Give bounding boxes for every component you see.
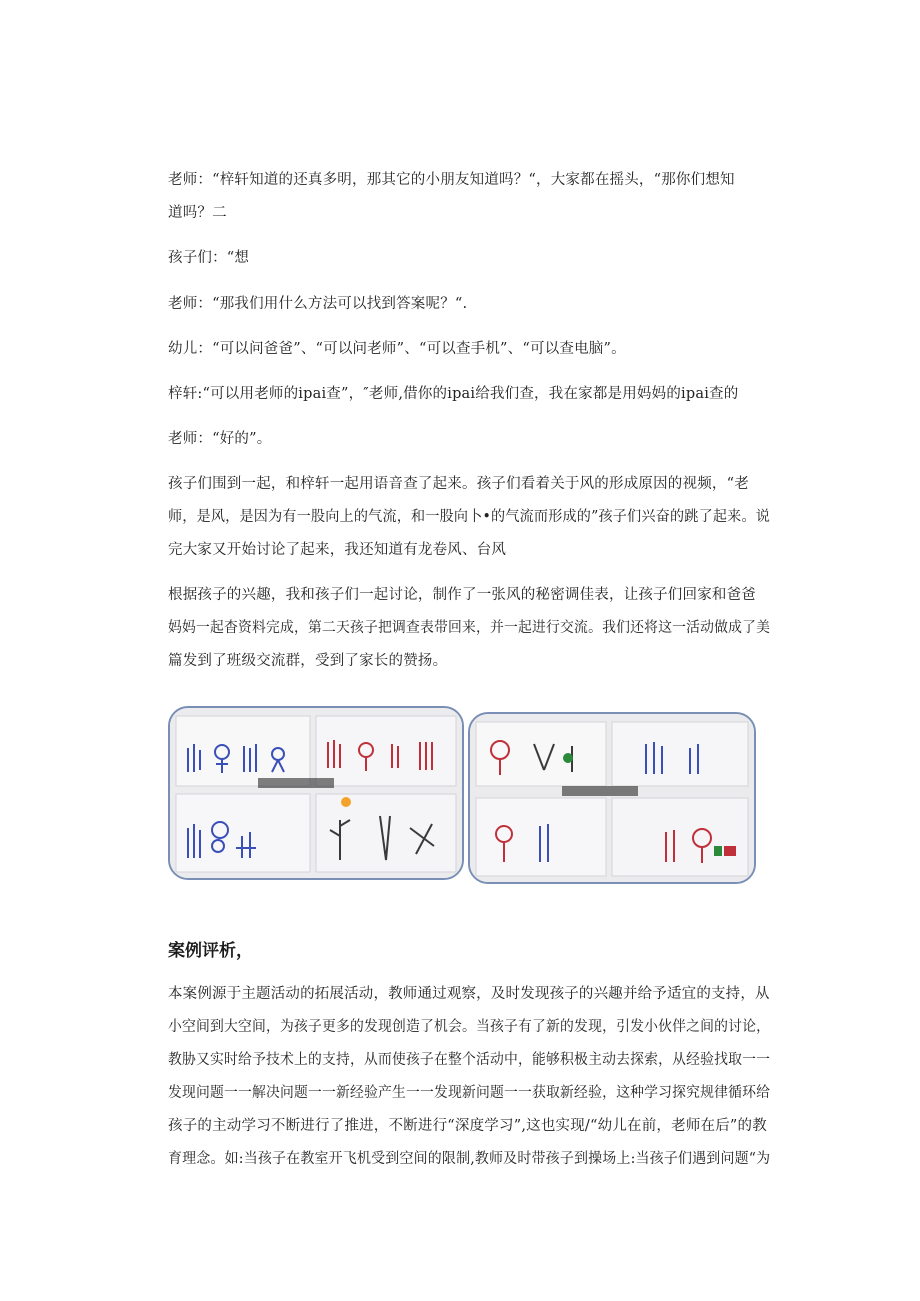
paragraph-line: 完大家又开始讨论了起来，我还知道有龙卷风、台风 [168, 542, 507, 558]
dialogue-line: 幼儿：“可以问爸爸”、“可以问老师”、“可以查手机”、“可以查电脑”。 [168, 341, 626, 357]
analysis-line: 育理念。如:当孩子在教室开飞机受到空间的限制,教师及时带孩子到操场上:当孩子们遇到问题“为 [168, 1151, 771, 1167]
section-heading: 案例评析， [168, 941, 253, 961]
paragraph-line: 师，是风，是因为有一股向上的气流，和一股向卜•的气流而形成的”孩子们兴奋的跳了起来。说 [168, 509, 771, 525]
dialogue-line: 孩子们：“想 [168, 250, 250, 266]
dialogue-line: 老师：“梓轩知道的还真多明，那其它的小朋友知道吗？“，大家都在摇头，“那你们想知 [168, 172, 735, 188]
paragraph-line: 篇发到了班级交流群，受到了家长的赞扬。 [168, 653, 448, 669]
paragraph-line: 妈妈一起杳资料完成，第二天孩子把调查表带回来，并一起进行交流。我们还将这一活动做成了美 [168, 620, 771, 636]
dialogue-line: 老师：“那我们用什么方法可以找到答案呢？“. [168, 296, 468, 312]
paragraph-line: 孩子们围到一起，和梓轩一起用语音查了起来。孩子们看着关于风的形成原因的视频，“老 [168, 476, 749, 492]
analysis-line: 小空间到大空间，为孩子更多的发现创造了机会。当孩子有了新的发现，引发小伙伴之间的讨论， [168, 1019, 771, 1035]
analysis-line: 教胁又实时给予技术上的支持，从而使孩子在整个活动中，能够积极主动去探索，从经验找取一一 [168, 1052, 771, 1068]
analysis-line: 孩子的主动学习不断进行了推进，不断进行“深度学习”,这也实现/“幼儿在前，老师在后”的教 [168, 1118, 767, 1134]
analysis-line: 发现问题一一解决问题一一新经验产生一一发现新问题一一获取新经验，这种学习探究规律循环给 [168, 1085, 771, 1101]
dialogue-line: 梓轩:“可以用老师的ipai查”，″老师,借你的ipai给我们查，我在家都是用妈妈的ipai查的 [168, 386, 739, 402]
children-drawings-image [170, 708, 462, 878]
dialogue-line: 道吗？二 [168, 205, 227, 221]
dialogue-line: 老师：“好的”。 [168, 431, 272, 447]
survey-sheets-photo-left [168, 706, 464, 880]
paragraph-line: 根据孩子的兴趣，我和孩子们一起讨论，制作了一张风的秘密调佳表，让孩子们回家和爸爸 [168, 587, 756, 603]
survey-sheets-photo-right [468, 712, 756, 884]
analysis-line: 本案例源于主题活动的拓展活动，教师通过观察，及时发现孩子的兴趣并给予适宜的支持，从 [168, 986, 770, 1002]
children-drawings-image [470, 714, 754, 882]
